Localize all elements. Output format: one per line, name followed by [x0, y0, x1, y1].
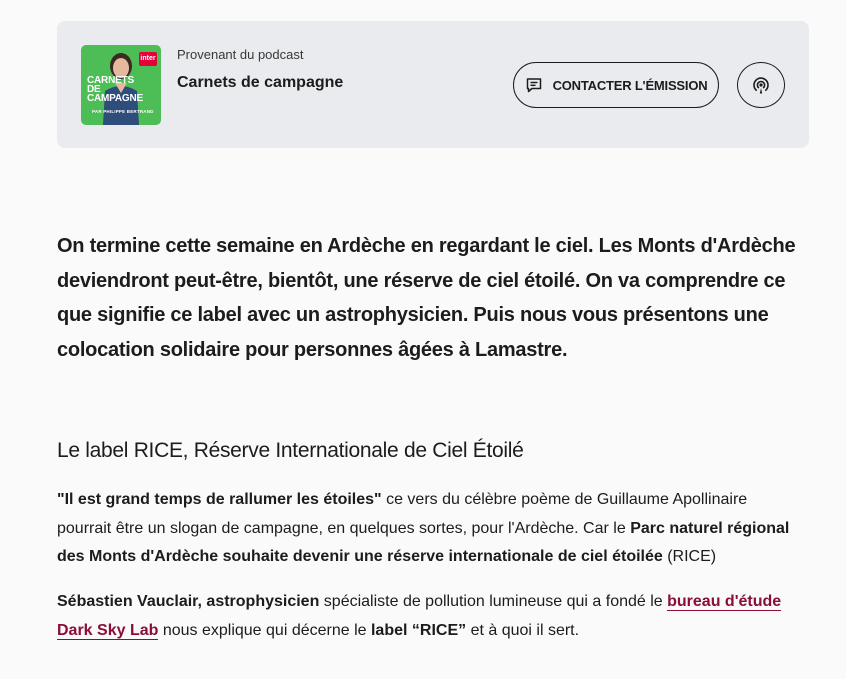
contact-show-label: CONTACTER L'ÉMISSION	[552, 77, 708, 93]
park-statement: Parc naturel régional des Monts d'Ardèche souhaite devenir une réserve internationale de ciel étoilée	[57, 519, 790, 565]
from-podcast-label: Provenant du podcast	[177, 47, 304, 62]
podcast-title-link[interactable]: Carnets de campagne	[177, 74, 344, 91]
paragraph-text: et à quoi il sert.	[466, 621, 580, 639]
contact-show-button[interactable]	[513, 62, 719, 108]
paragraph-text: (RICE)	[662, 548, 717, 565]
rice-label-text: label “RICE”	[370, 621, 467, 639]
podcast-cover-image[interactable]	[81, 45, 161, 125]
brand-badge: inter	[139, 52, 157, 66]
paragraph-text: spécialiste de pollution lumineuse qui a fondé le	[319, 593, 668, 610]
article-paragraph-2	[57, 588, 797, 645]
message-icon	[525, 76, 543, 94]
astrophysicist-name: Sébastien Vauclair, astrophysicien	[57, 593, 320, 610]
apollinaire-quote: "Il est grand temps de rallumer les étoiles"	[57, 491, 382, 508]
cover-title: CARNETS DE CAMPAGNE	[87, 75, 143, 104]
article-lead: On termine cette semaine en Ardèche en regardant le ciel. Les Monts d'Ardèche deviendront peut-être, bientôt, une réserve de ciel étoilé. On va comprendre ce que signifie ce label avec un astrophysicien. Puis nous vous présentons une colocation solidaire pour personnes âgées à Lamastre.	[57, 235, 796, 361]
podcast-subscribe-button[interactable]	[737, 62, 785, 108]
article-paragraph-1	[57, 486, 797, 572]
cover-author: PAR PHILIPPE BERTRAND	[92, 109, 154, 114]
section-heading: Le label RICE, Réserve Internationale de Ciel Étoilé	[57, 439, 524, 462]
dark-sky-lab-link[interactable]: bureau d'étude Dark Sky Lab	[57, 593, 782, 639]
podcast-card	[57, 21, 809, 148]
paragraph-text: nous explique qui décerne le	[158, 621, 371, 639]
podcast-broadcast-icon	[751, 75, 771, 95]
paragraph-text: ce vers du célèbre poème de Guillaume Apollinaire pourrait être un slogan de campagne, en quelques sortes, pour l'Ardèche. Car le	[57, 491, 748, 537]
